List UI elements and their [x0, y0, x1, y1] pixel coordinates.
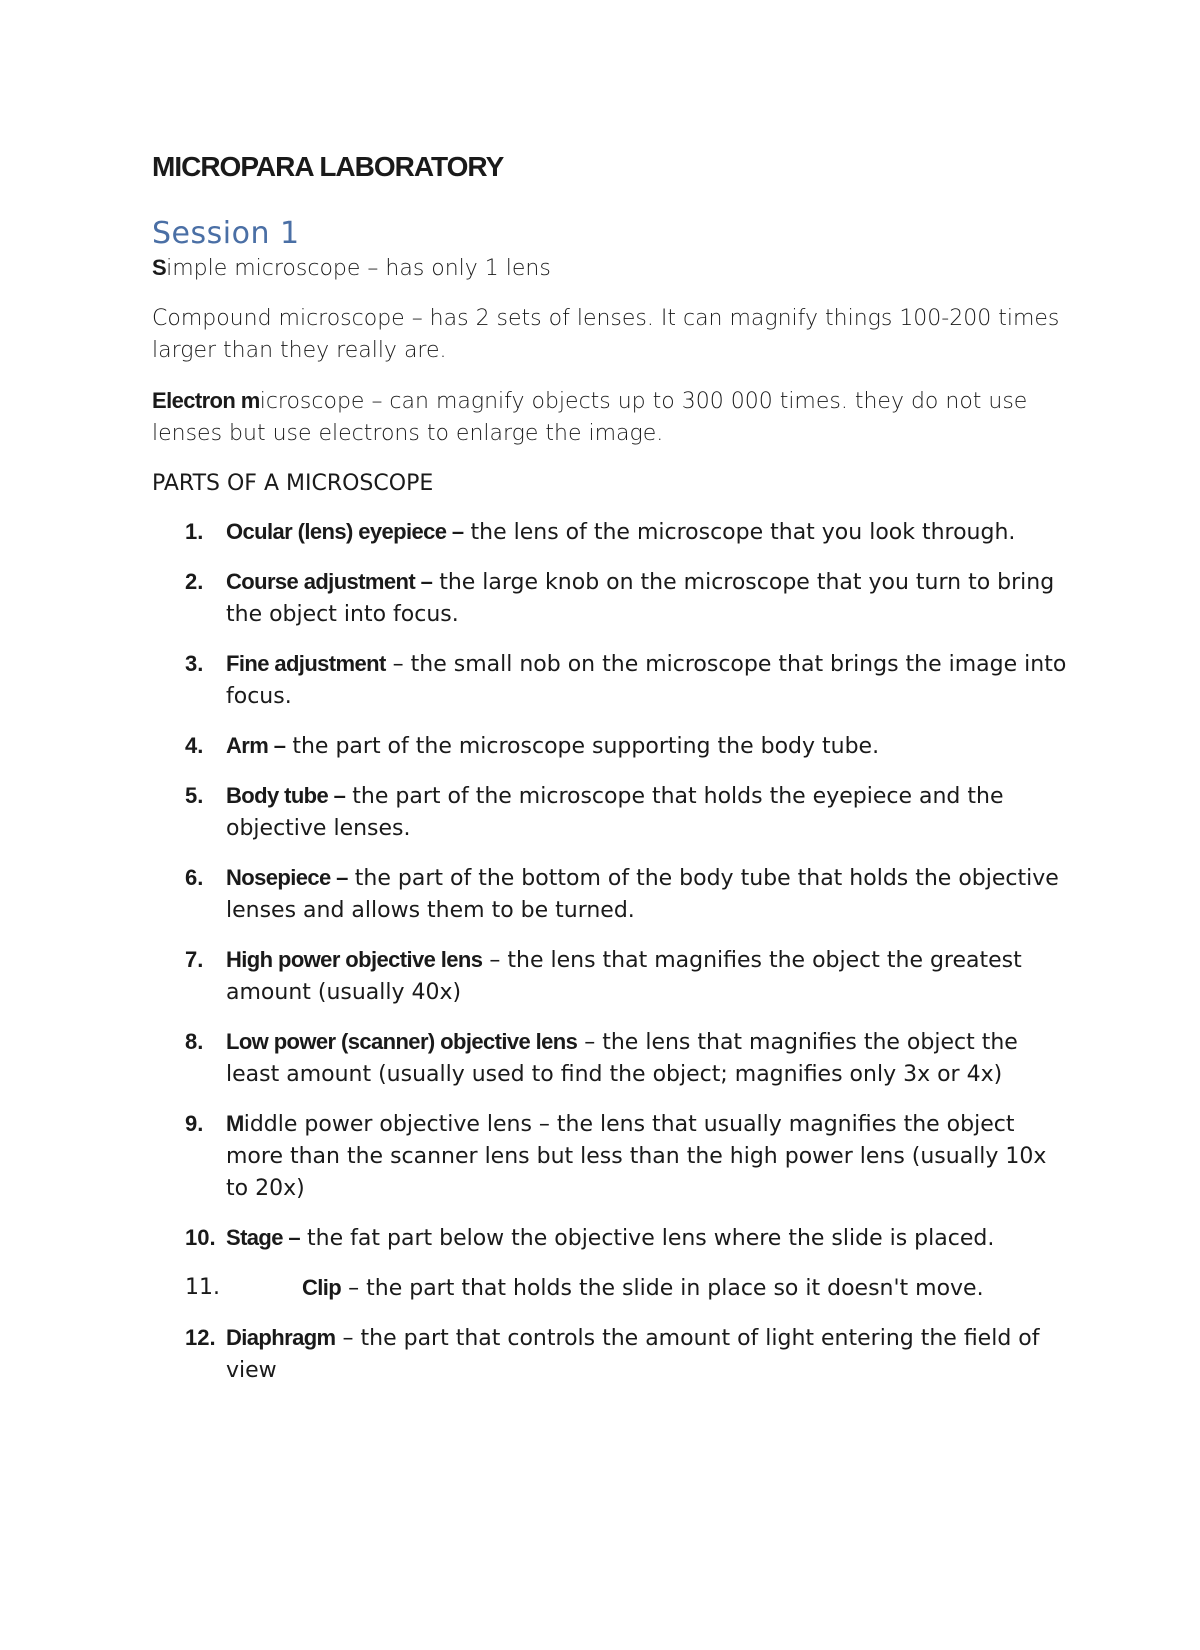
document-page [152, 150, 1072, 1404]
parts-heading: PARTS OF A MICROSCOPE [152, 471, 434, 496]
list-item [152, 944, 1072, 1009]
item-description: the part of the microscope supporting the body tube. [285, 734, 880, 759]
list-item [152, 1108, 1072, 1205]
item-term: Arm – [226, 733, 286, 758]
item-term: Clip [302, 1275, 342, 1300]
item-description: iddle power objective lens – the lens that usually magnifies the object more than the scanner lens but less than the high power lens (usually 10x to 20x) [226, 1112, 1047, 1201]
item-term: M [226, 1111, 244, 1136]
item-number: 2. [185, 569, 204, 594]
item-number: 8. [185, 1029, 204, 1054]
item-term: Diaphragm [226, 1325, 336, 1350]
item-term: Course adjustment – [226, 569, 433, 594]
item-term: High power objective lens [226, 947, 483, 972]
intro-text: icroscope – can magnify objects up to 300 000 times. they do not use lenses but use electrons to enlarge the image. [152, 389, 1028, 446]
item-term: Fine adjustment [226, 651, 386, 676]
list-item [152, 648, 1072, 713]
session-heading: Session 1 [152, 216, 300, 251]
list-item [152, 1272, 1072, 1305]
intro-bold: S [152, 255, 167, 280]
item-term: Nosepiece – [226, 865, 348, 890]
item-description: the large knob on the microscope that you turn to bring the object into focus. [226, 570, 1055, 627]
item-description: the part of the microscope that holds the eyepiece and the objective lenses. [226, 784, 1004, 841]
intro-compound-microscope [152, 303, 1072, 367]
item-number: 12. [185, 1325, 216, 1350]
intro-simple-microscope [152, 252, 1072, 285]
list-item [152, 730, 1072, 763]
item-description: – the lens that magnifies the object the greatest amount (usually 40x) [226, 948, 1022, 1005]
list-item [152, 1322, 1072, 1387]
document-title: MICROPARA LABORATORY [152, 151, 504, 182]
intro-electron-microscope [152, 385, 1072, 450]
item-description: the lens of the microscope that you look through. [463, 520, 1016, 545]
intro-bold: Electron m [152, 388, 260, 413]
item-term: Low power (scanner) objective lens [226, 1029, 578, 1054]
item-number: 5. [185, 783, 204, 808]
item-description: – the part that controls the amount of light entering the field of view [226, 1326, 1040, 1383]
item-number: 1. [185, 519, 204, 544]
item-number: 3. [185, 651, 204, 676]
item-number: 9. [185, 1111, 204, 1136]
item-term: Ocular (lens) eyepiece – [226, 519, 464, 544]
item-description: – the lens that magnifies the object the least amount (usually used to find the object; magnifies only 3x or 4x) [226, 1030, 1018, 1087]
list-item [152, 1026, 1072, 1091]
item-term: Body tube – [226, 783, 346, 808]
item-number: 7. [185, 947, 204, 972]
list-item [152, 566, 1072, 631]
item-description: the part of the bottom of the body tube that holds the objective lenses and allows them to be turned. [226, 866, 1059, 923]
list-item [152, 780, 1072, 845]
list-item [152, 862, 1072, 927]
item-description: – the small nob on the microscope that brings the image into focus. [226, 652, 1067, 709]
item-term: Stage – [226, 1225, 301, 1250]
item-number: 10. [185, 1225, 216, 1250]
item-number: 4. [185, 733, 204, 758]
item-description: – the part that holds the slide in place so it doesn't move. [341, 1276, 984, 1301]
item-number: 11. [185, 1275, 220, 1300]
item-description: the fat part below the objective lens where the slide is placed. [300, 1226, 995, 1251]
list-item [152, 1222, 1072, 1255]
item-number: 6. [185, 865, 204, 890]
list-item [152, 516, 1072, 549]
parts-list [152, 516, 1072, 1387]
intro-text: Compound microscope – has 2 sets of lenses. It can magnify things 100-200 times larger than they really are. [152, 306, 1060, 363]
intro-text: imple microscope – has only 1 lens [166, 256, 551, 281]
